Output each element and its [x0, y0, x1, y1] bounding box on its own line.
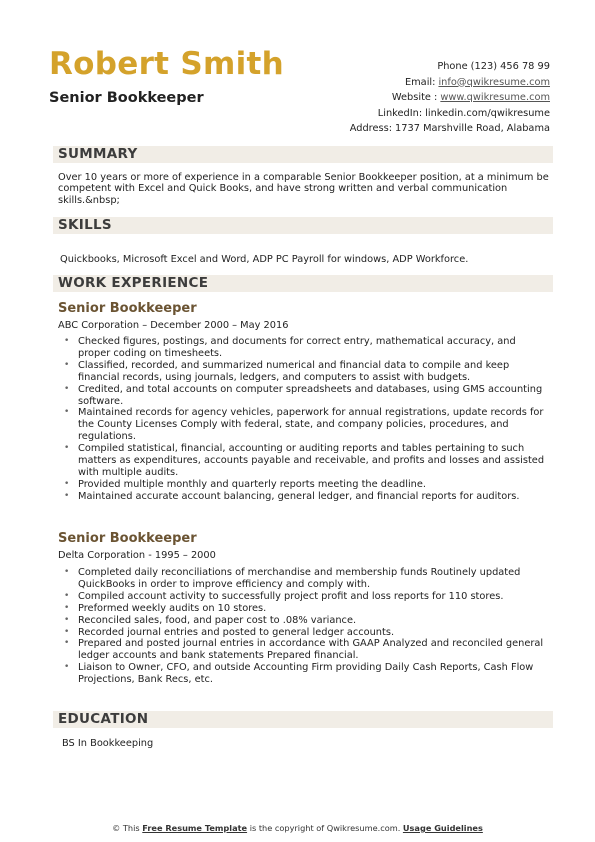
work-heading: WORK EXPERIENCE	[58, 275, 209, 291]
contact-email: Email: info@qwikresume.com	[404, 76, 550, 88]
list-item: • Compiled account activity to successfully project profit and loss reports for 110 stores.	[64, 591, 550, 603]
list-item: • Maintained records for agency vehicles, paperwork for annual registrations, update records for the County Licenses Comply with federal, state, and company policies, procedures, and regulations.	[64, 407, 550, 443]
website-link[interactable]: www.qwikresume.com	[440, 92, 550, 104]
contact-phone: Phone (123) 456 78 99	[437, 61, 550, 72]
job-meta: ABC Corporation – December 2000 – May 2016	[58, 320, 289, 331]
job-bullets	[64, 567, 550, 686]
list-item: • Credited, and total accounts on computer spreadsheets and databases, using GMS accounting software.	[64, 384, 550, 408]
footer: © This Free Resume Template is the copyright of Qwikresume.com. Usage Guidelines	[112, 823, 483, 833]
list-item: • Reconciled sales, food, and paper cost to .08% variance.	[64, 615, 550, 627]
job-meta: Delta Corporation - 1995 – 2000	[58, 550, 216, 561]
contact-linkedin: LinkedIn: linkedin.com/qwikresume	[377, 107, 550, 119]
list-item: • Checked figures, postings, and documents for correct entry, mathematical accuracy, and proper coding on timesheets.	[64, 336, 550, 360]
job-title: Senior Bookkeeper	[58, 301, 197, 316]
free-resume-template-link[interactable]: Free Resume Template	[142, 823, 248, 833]
list-item: • Classified, recorded, and summarized numerical and financial data to compile and keep financial records, using journals, ledgers, and computers to assist with budgets.	[64, 360, 550, 384]
list-item: • Completed daily reconciliations of merchandise and membership funds Routinely updated QuickBooks in order to improve efficiency and comply with.	[64, 567, 550, 591]
resume-title: Senior Bookkeeper	[49, 90, 204, 106]
summary-text: Over 10 years or more of experience in a comparable Senior Bookkeeper position, at a minimum be competent with Excel and Quick Books, and have strong written and verbal communication skills.&nbsp;	[58, 172, 549, 206]
resume-name: Robert Smith	[49, 46, 285, 82]
email-link[interactable]: info@qwikresume.com	[438, 76, 550, 88]
list-item: • Liaison to Owner, CFO, and outside Accounting Firm providing Daily Cash Reports, Cash Flow Projections, Bank Recs, etc.	[64, 662, 550, 686]
skills-bar	[53, 217, 553, 234]
contact-block	[250, 59, 550, 137]
usage-guidelines-link[interactable]: Usage Guidelines	[402, 823, 483, 833]
list-item: • Preformed weekly audits on 10 stores.	[64, 603, 550, 615]
list-item: • Provided multiple monthly and quarterly reports meeting the deadline.	[64, 479, 550, 491]
education-heading: EDUCATION	[58, 711, 149, 727]
contact-address: Address: 1737 Marshville Road, Alabama	[349, 123, 550, 135]
summary-heading: SUMMARY	[58, 146, 138, 162]
skills-text: Quickbooks, Microsoft Excel and Word, ADP PC Payroll for windows, ADP Workforce.	[60, 254, 469, 265]
contact-website: Website : www.qwikresume.com	[391, 92, 550, 104]
job-bullets	[64, 336, 550, 503]
list-item: • Prepared and posted journal entries in accordance with GAAP Analyzed and reconciled general ledger accounts and bank statements Prepared financial.	[64, 638, 550, 662]
skills-heading: SKILLS	[58, 217, 112, 233]
list-item: • Recorded journal entries and posted to general ledger accounts.	[64, 627, 550, 639]
list-item: • Compiled statistical, financial, accounting or auditing reports and tables pertaining to such matters as expenditures, accounts payable and receivable, and profits and losses and assisted with multiple audits.	[64, 443, 550, 479]
education-text: BS In Bookkeeping	[62, 738, 154, 749]
job-title: Senior Bookkeeper	[58, 531, 197, 546]
list-item: • Maintained accurate account balancing, general ledger, and financial reports for auditors.	[64, 491, 550, 503]
